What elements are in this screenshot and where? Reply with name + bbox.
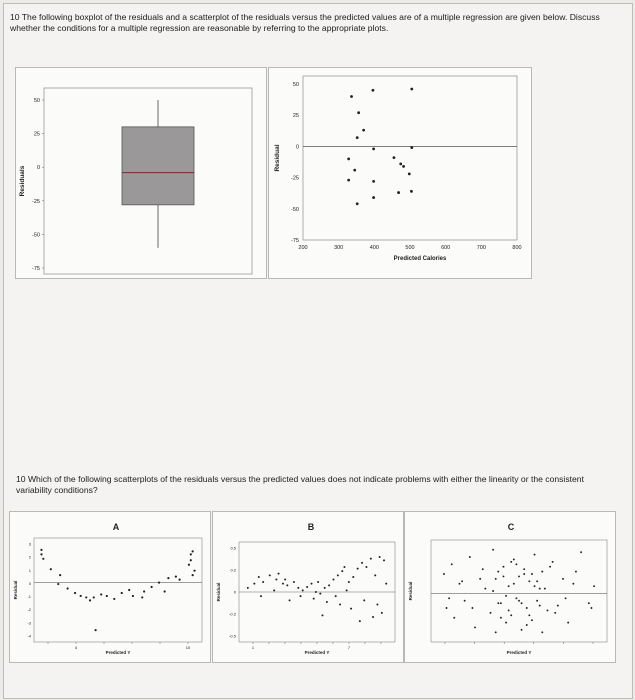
data-point — [164, 590, 166, 592]
data-point — [490, 612, 492, 614]
data-point — [526, 607, 528, 609]
y-axis-label: Residual — [274, 144, 281, 172]
data-point — [372, 196, 375, 199]
data-point — [505, 622, 507, 624]
worksheet-page — [3, 3, 633, 699]
data-point — [363, 599, 365, 601]
data-point — [383, 559, 385, 561]
data-point — [306, 586, 308, 588]
data-point — [302, 589, 304, 591]
data-point — [132, 595, 134, 597]
data-point — [495, 631, 497, 633]
y-tick-label: 0 — [36, 165, 40, 172]
data-point — [350, 95, 353, 98]
x-axis-label: Predicted Y — [506, 650, 532, 655]
data-point — [346, 589, 348, 591]
data-point — [495, 578, 497, 580]
data-point — [503, 575, 505, 577]
data-point — [193, 570, 195, 572]
x-tick-label: 800 — [512, 245, 522, 251]
data-point — [492, 590, 494, 592]
data-point — [372, 147, 375, 150]
data-point — [341, 570, 343, 572]
data-point — [167, 577, 169, 579]
data-point — [508, 585, 510, 587]
data-point — [385, 583, 387, 585]
data-point — [343, 566, 345, 568]
data-point — [547, 609, 549, 611]
data-point — [59, 574, 61, 576]
y-tick-label: 0 — [233, 589, 236, 595]
data-point — [357, 111, 360, 114]
data-point — [313, 598, 315, 600]
data-point — [317, 581, 319, 583]
x-tick-label: 700 — [476, 245, 486, 251]
x-tick-label: 300 — [334, 245, 344, 251]
y-axis-label: Residuals — [19, 165, 26, 197]
data-point — [332, 579, 334, 581]
data-point — [567, 622, 569, 624]
plot-frame — [431, 540, 607, 642]
data-point — [67, 587, 69, 589]
data-point — [372, 89, 375, 92]
data-point — [541, 571, 543, 573]
data-point — [190, 559, 192, 561]
y-tick-label: 0.2 — [230, 567, 236, 573]
x-tick-label: 600 — [441, 245, 451, 251]
option-c-panel — [404, 511, 616, 663]
y-tick-label: -3 — [27, 620, 31, 626]
data-point — [89, 599, 91, 601]
data-point — [575, 571, 577, 573]
x-axis-label: Predicted Y — [304, 650, 330, 655]
data-point — [492, 549, 494, 551]
data-point — [515, 597, 517, 599]
data-point — [536, 600, 538, 602]
data-point — [128, 589, 130, 591]
data-point — [113, 598, 115, 600]
data-point — [503, 566, 505, 568]
data-point — [339, 604, 341, 606]
data-point — [393, 156, 396, 159]
data-point — [359, 620, 361, 622]
data-point — [515, 563, 517, 565]
data-point — [253, 583, 255, 585]
data-point — [353, 169, 356, 172]
data-point — [379, 556, 381, 558]
data-point — [534, 554, 536, 556]
y-tick-label: 3 — [28, 541, 31, 547]
option-b-panel — [212, 511, 404, 663]
data-point — [531, 573, 533, 575]
y-tick-label: 0 — [28, 580, 31, 586]
data-point — [57, 583, 59, 585]
data-point — [319, 593, 321, 595]
y-tick-label: -0.2 — [229, 611, 236, 617]
data-point — [262, 581, 264, 583]
y-tick-label: 50 — [292, 82, 299, 88]
data-point — [80, 595, 82, 597]
data-point — [526, 624, 528, 626]
residual-scatter-panel — [268, 67, 532, 279]
y-tick-label: -25 — [291, 175, 299, 182]
x-tick-label: 1 — [251, 645, 255, 650]
data-point — [451, 563, 453, 565]
data-point — [188, 564, 190, 566]
data-point — [469, 556, 471, 558]
data-point — [192, 550, 194, 552]
data-point — [365, 566, 367, 568]
data-point — [260, 595, 262, 597]
data-point — [337, 574, 339, 576]
data-point — [513, 558, 515, 560]
option-a-panel — [9, 511, 211, 663]
data-point — [410, 190, 413, 193]
data-point — [523, 573, 525, 575]
data-point — [505, 595, 507, 597]
plot-frame — [34, 538, 202, 642]
data-point — [500, 602, 502, 604]
data-point — [50, 568, 52, 570]
question-1-text: 10 The following boxplot of the residuals and a scatterplot of the residuals versus the predicted values are of a multiple regression are given below. Discuss whether the conditions for a multiple regression are reasonable by referring to the appropriate plots. — [10, 12, 600, 33]
data-point — [497, 602, 499, 604]
data-point — [315, 591, 317, 593]
data-point — [534, 585, 536, 587]
data-point — [482, 568, 484, 570]
residuals-vs-predicted-plot — [269, 68, 531, 278]
data-point — [528, 614, 530, 616]
data-point — [121, 592, 123, 594]
data-point — [324, 587, 326, 589]
data-point — [347, 179, 350, 182]
data-point — [190, 553, 192, 555]
data-point — [474, 626, 476, 628]
data-point — [572, 583, 574, 585]
data-point — [348, 581, 350, 583]
data-point — [544, 588, 546, 590]
data-point — [554, 612, 556, 614]
x-tick-label: 10 — [185, 645, 191, 650]
data-point — [471, 607, 473, 609]
data-point — [591, 607, 593, 609]
data-point — [74, 592, 76, 594]
data-point — [361, 562, 363, 564]
data-point — [321, 614, 323, 616]
data-point — [459, 583, 461, 585]
data-point — [326, 601, 328, 603]
y-axis-label: Residual — [13, 580, 18, 600]
data-point — [95, 629, 97, 631]
data-point — [100, 593, 102, 595]
data-point — [143, 590, 145, 592]
data-point — [370, 558, 372, 560]
y-tick-label: -50 — [291, 206, 299, 213]
option-b-scatterplot — [213, 512, 403, 662]
data-point — [141, 596, 143, 598]
data-point — [158, 581, 160, 583]
data-point — [40, 553, 42, 555]
y-tick-label: 0 — [295, 144, 299, 151]
data-point — [549, 566, 551, 568]
data-point — [500, 617, 502, 619]
y-tick-label: -4 — [27, 633, 31, 639]
data-point — [562, 578, 564, 580]
data-point — [192, 574, 194, 576]
data-point — [179, 579, 181, 581]
data-point — [497, 571, 499, 573]
data-point — [508, 609, 510, 611]
data-point — [580, 551, 582, 553]
data-point — [275, 579, 277, 581]
data-point — [518, 575, 520, 577]
x-tick-label: 4 — [74, 645, 78, 650]
y-tick-label: -25 — [32, 198, 40, 205]
data-point — [311, 583, 313, 585]
data-point — [446, 607, 448, 609]
data-point — [402, 165, 405, 168]
data-point — [356, 202, 359, 205]
data-point — [347, 157, 350, 160]
y-tick-label: 1 — [28, 567, 31, 573]
data-point — [464, 600, 466, 602]
y-tick-label: -75 — [291, 238, 299, 244]
data-point — [443, 573, 445, 575]
x-tick-label: 400 — [369, 245, 379, 251]
x-tick-label: 7 — [347, 645, 351, 650]
residuals-boxplot — [16, 68, 266, 278]
data-point — [289, 599, 291, 601]
data-point — [269, 574, 271, 576]
data-point — [410, 146, 413, 149]
data-point — [350, 608, 352, 610]
y-tick-label: -75 — [32, 266, 40, 272]
box-iqr — [122, 127, 194, 205]
data-point — [93, 596, 95, 598]
data-point — [40, 549, 42, 551]
y-tick-label: 50 — [33, 98, 40, 104]
data-point — [593, 585, 595, 587]
data-point — [85, 596, 87, 598]
data-point — [565, 597, 567, 599]
data-point — [521, 629, 523, 631]
data-point — [286, 584, 288, 586]
y-tick-label: 2 — [28, 554, 31, 560]
data-point — [372, 616, 374, 618]
data-point — [247, 587, 249, 589]
data-point — [42, 558, 44, 560]
data-point — [531, 619, 533, 621]
data-point — [357, 568, 359, 570]
data-point — [453, 617, 455, 619]
x-tick-label: 500 — [405, 245, 415, 251]
data-point — [408, 172, 411, 175]
data-point — [258, 576, 260, 578]
question-2-text: 10 Which of the following scatterplots of the residuals versus the predicted values does not indicate problems with either the linearity or the consistent variability conditions? — [16, 474, 584, 495]
data-point — [479, 578, 481, 580]
data-point — [521, 602, 523, 604]
data-point — [399, 162, 402, 165]
boxplot-panel — [15, 67, 267, 279]
data-point — [588, 602, 590, 604]
data-point — [356, 136, 359, 139]
plot-frame — [303, 76, 517, 240]
data-point — [293, 581, 295, 583]
x-axis-label: Predicted Calories — [393, 256, 447, 262]
y-axis-label: Residual — [216, 582, 221, 602]
data-point — [541, 631, 543, 633]
data-point — [513, 583, 515, 585]
y-tick-label: 25 — [292, 113, 299, 120]
data-point — [376, 604, 378, 606]
option-label: B — [307, 522, 315, 532]
y-tick-label: -1 — [27, 594, 31, 600]
data-point — [510, 614, 512, 616]
data-point — [410, 88, 413, 91]
option-label: C — [507, 522, 515, 532]
data-point — [557, 605, 559, 607]
data-point — [461, 580, 463, 582]
data-point — [352, 576, 354, 578]
y-tick-label: 25 — [33, 131, 40, 138]
data-point — [448, 597, 450, 599]
x-axis-label: Predicted Y — [105, 650, 131, 655]
y-tick-label: -50 — [32, 232, 40, 239]
data-point — [151, 586, 153, 588]
data-point — [374, 574, 376, 576]
data-point — [484, 588, 486, 590]
y-tick-label: 0.5 — [230, 545, 236, 551]
data-point — [297, 587, 299, 589]
data-point — [510, 561, 512, 563]
data-point — [397, 191, 400, 194]
data-point — [175, 576, 177, 578]
data-point — [284, 579, 286, 581]
data-point — [282, 583, 284, 585]
data-point — [381, 612, 383, 614]
data-point — [539, 588, 541, 590]
data-point — [372, 180, 375, 183]
data-point — [518, 600, 520, 602]
data-point — [362, 129, 365, 132]
option-c-scatterplot — [405, 512, 615, 662]
data-point — [536, 580, 538, 582]
option-label: A — [112, 522, 120, 532]
y-axis-label: Residual — [408, 581, 413, 601]
data-point — [523, 568, 525, 570]
data-point — [300, 595, 302, 597]
y-tick-label: -0.5 — [229, 633, 236, 639]
data-point — [335, 595, 337, 597]
data-point — [552, 561, 554, 563]
data-point — [539, 605, 541, 607]
data-point — [273, 589, 275, 591]
data-point — [278, 573, 280, 575]
y-tick-label: -2 — [27, 607, 31, 613]
x-tick-label: 200 — [298, 245, 308, 251]
option-a-scatterplot — [10, 512, 210, 662]
data-point — [106, 595, 108, 597]
data-point — [528, 580, 530, 582]
data-point — [328, 584, 330, 586]
